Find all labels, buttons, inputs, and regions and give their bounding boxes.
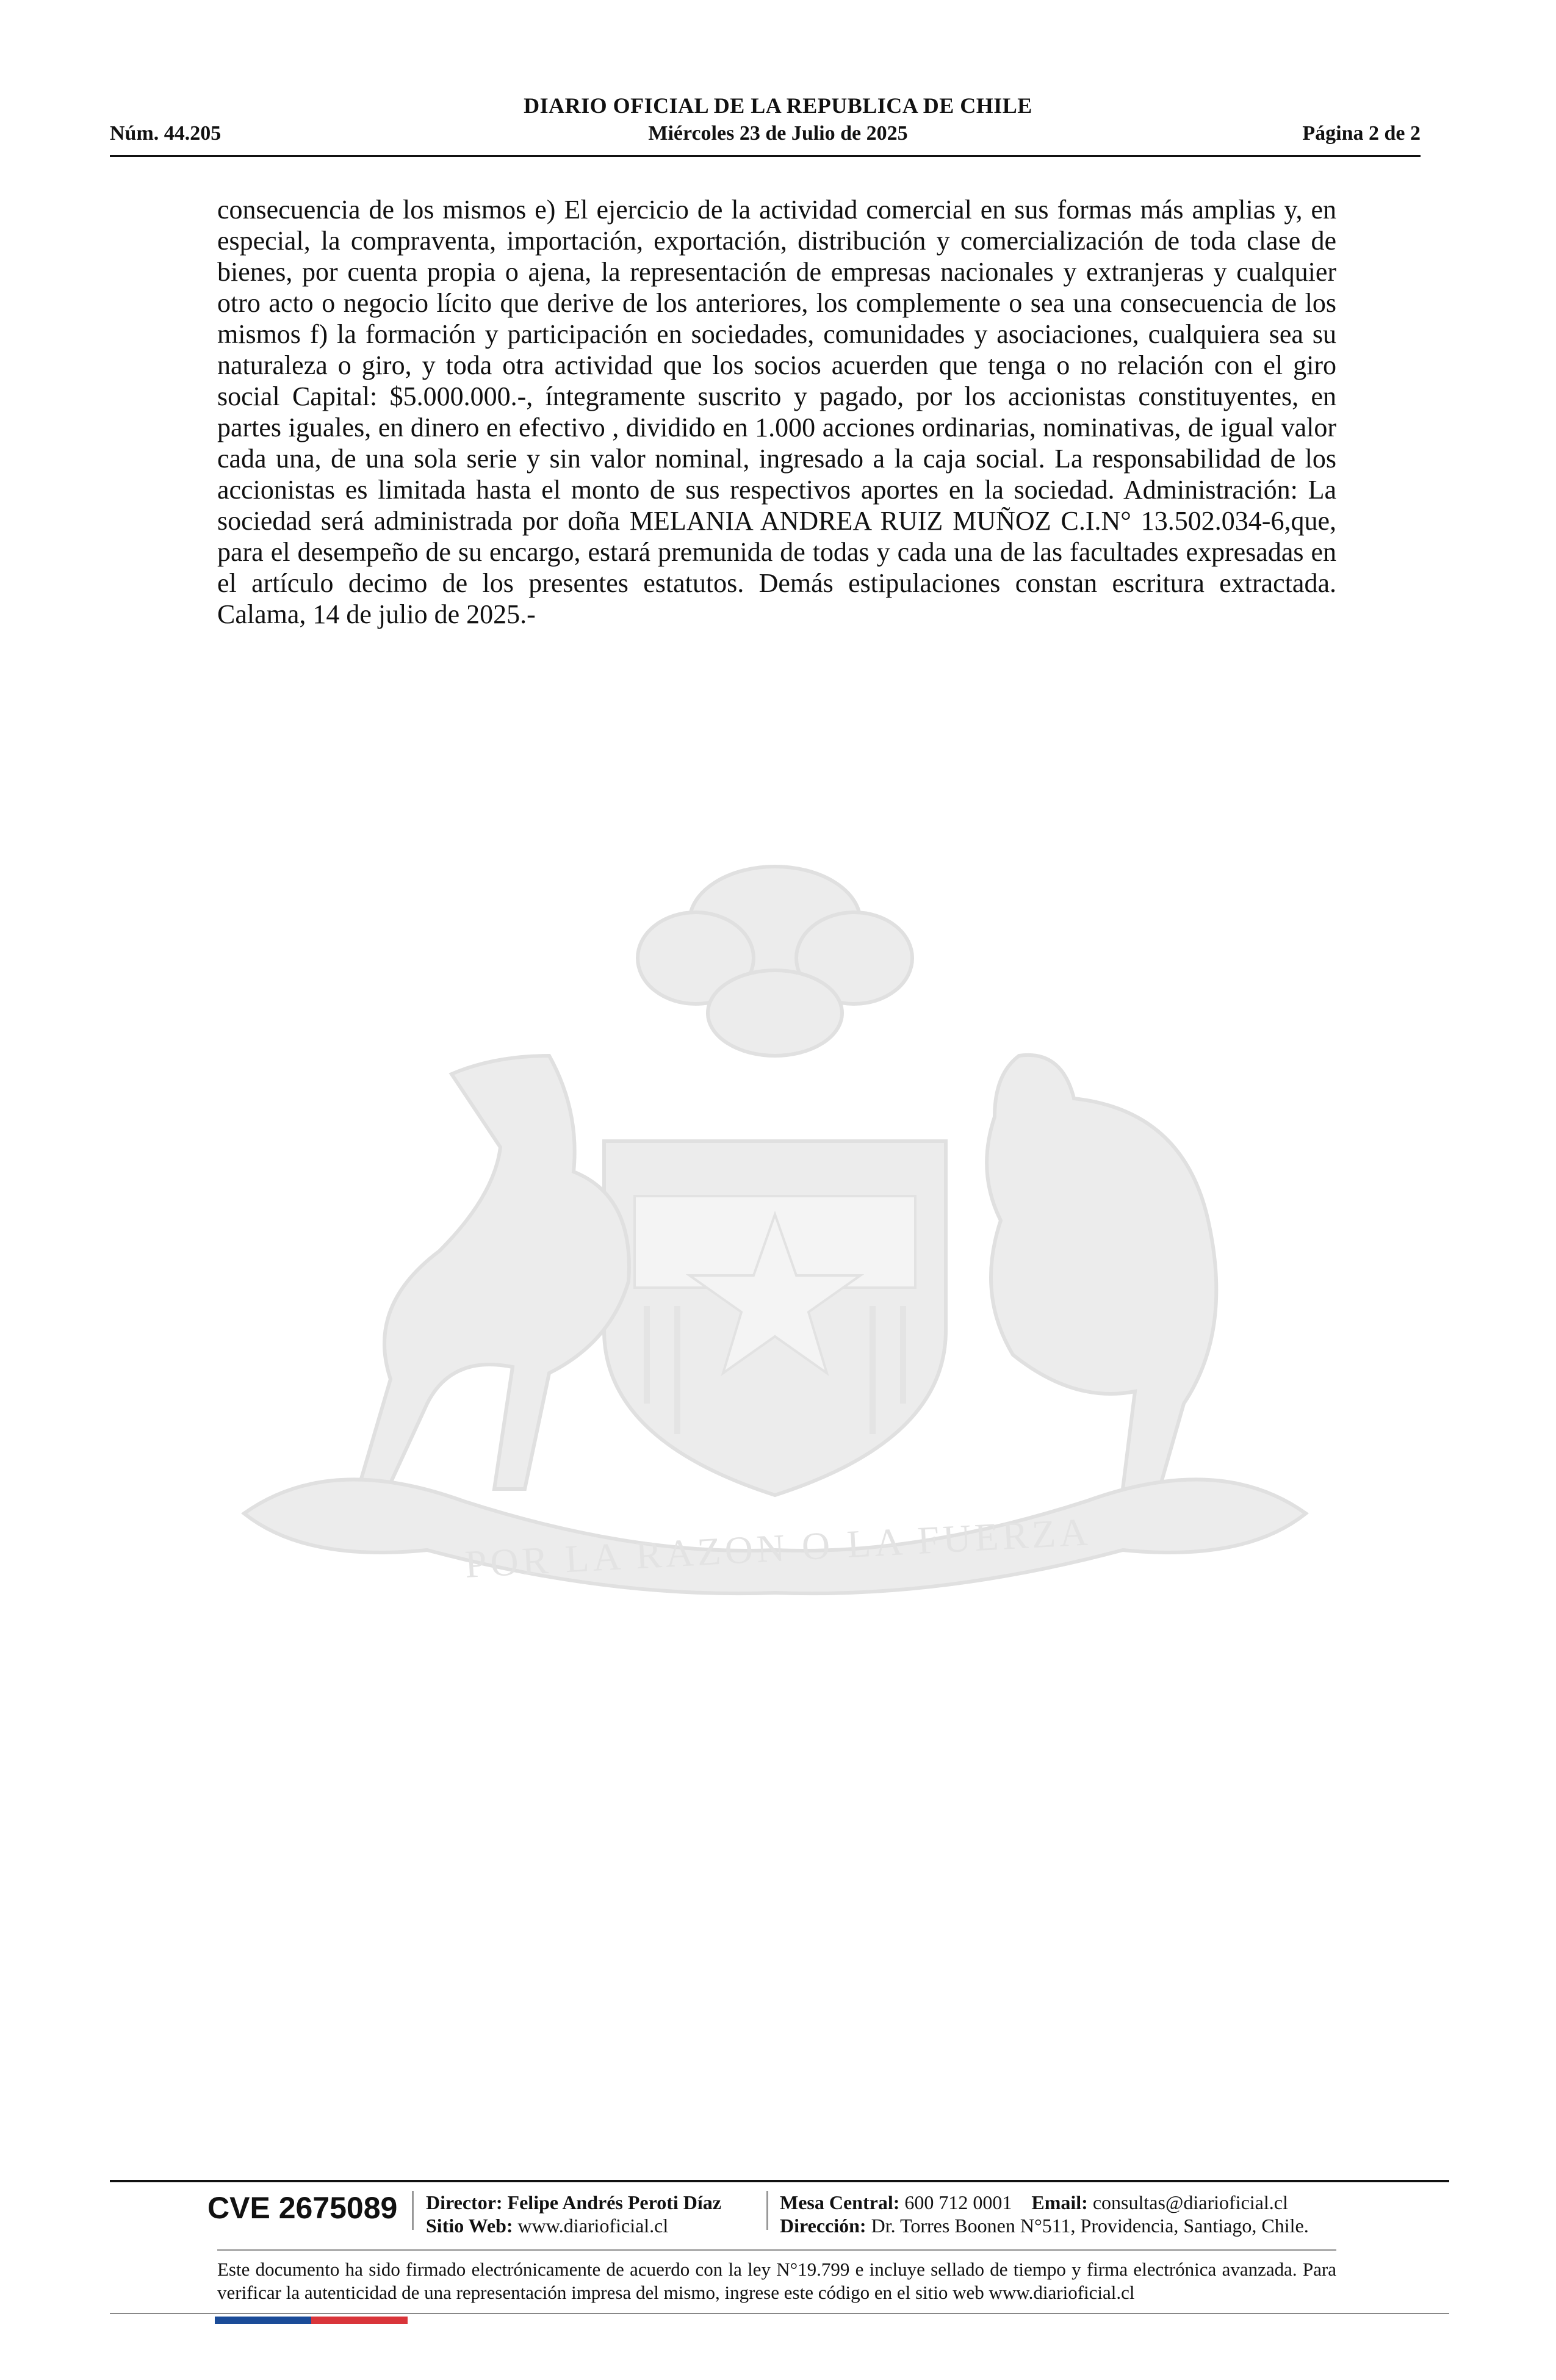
address-label: Dirección: xyxy=(780,2215,866,2237)
footer-rule-bottom xyxy=(110,2313,1449,2314)
page-indicator: Página 2 de 2 xyxy=(1302,122,1421,145)
footer-rule-mid xyxy=(217,2249,1336,2251)
issue-number: Núm. 44.205 xyxy=(110,122,222,145)
footer-column-director xyxy=(426,2191,721,2237)
flag-red-stripe xyxy=(311,2317,408,2324)
email-label: Email: xyxy=(1031,2191,1088,2213)
website-label: Sitio Web: xyxy=(426,2215,513,2237)
director-name: Felipe Andrés Peroti Díaz xyxy=(507,2191,721,2213)
cve-code: CVE 2675089 xyxy=(207,2191,398,2225)
mesa-label: Mesa Central: xyxy=(780,2191,900,2213)
watermark-motto: POR LA RAZON O LA FUERZA xyxy=(464,1510,1092,1586)
website-link[interactable]: www.diarioficial.cl xyxy=(517,2215,669,2237)
header-title: DIARIO OFICIAL DE LA REPUBLICA DE CHILE xyxy=(524,93,1032,118)
footer-column-contact xyxy=(780,2191,1309,2237)
legal-notice: Este documento ha sido firmado electrónicamente de acuerdo con la ley N°19.799 e incluye sellado de tiempo y firma electrónica avanzada. Para verificar la autenticidad de una representación impresa del mismo, ingrese este código en el sitio web www.diarioficial.cl xyxy=(217,2259,1336,2303)
email-link[interactable]: consultas@diarioficial.cl xyxy=(1092,2191,1288,2213)
publication-body-text: consecuencia de los mismos e) El ejercicio de la actividad comercial en sus formas más amplias y, en especial, la compraventa, importación, exportación, distribución y comercialización de toda clase de bienes, por cuenta propia o ajena, la representación de empresas nacionales y extranjeras y cualquier otro acto o negocio lícito que derive de los anteriores, los complemente o sea una consecuencia de los mismos f) la formación y participación en sociedades, comunidades y asociaciones, cualquiera sea su naturaleza o giro, y toda otra actividad que los socios acuerden que tenga o no relación con el giro social Capital: $5.000.000.-, íntegramente suscrito y pagado, por los accionistas constituyentes, en partes iguales, en dinero en efectivo , dividido en 1.000 acciones ordinarias, nominativas, de igual valor cada una, de una sola serie y sin valor nominal, ingresado a la caja social. La responsabilidad de los accionistas es limitada hasta el monto de sus respectivos aportes en la sociedad. Administración: La sociedad será administrada por doña MELANIA ANDREA RUIZ MUÑOZ C.I.N° 13.502.034-6,que, para el desempeño de su encargo, estará premunida de todas y cada una de las facultades expresadas en el artículo decimo de los presentes estatutos. Demás estipulaciones constan escritura extractada. Calama, 14 de julio de 2025.- xyxy=(217,195,1336,629)
director-label: Director: xyxy=(426,2191,503,2213)
address-value: Dr. Torres Boonen N°511, Providencia, Santiago, Chile. xyxy=(871,2215,1309,2237)
footer-rule-top xyxy=(110,2180,1449,2182)
issue-date: Miércoles 23 de Julio de 2025 xyxy=(648,122,908,145)
flag-stripe xyxy=(215,2317,408,2324)
footer-separator xyxy=(766,2191,768,2230)
mesa-phone: 600 712 0001 xyxy=(904,2191,1012,2213)
header-rule xyxy=(110,155,1421,157)
footer-separator xyxy=(412,2191,414,2230)
flag-blue-stripe xyxy=(215,2317,311,2324)
